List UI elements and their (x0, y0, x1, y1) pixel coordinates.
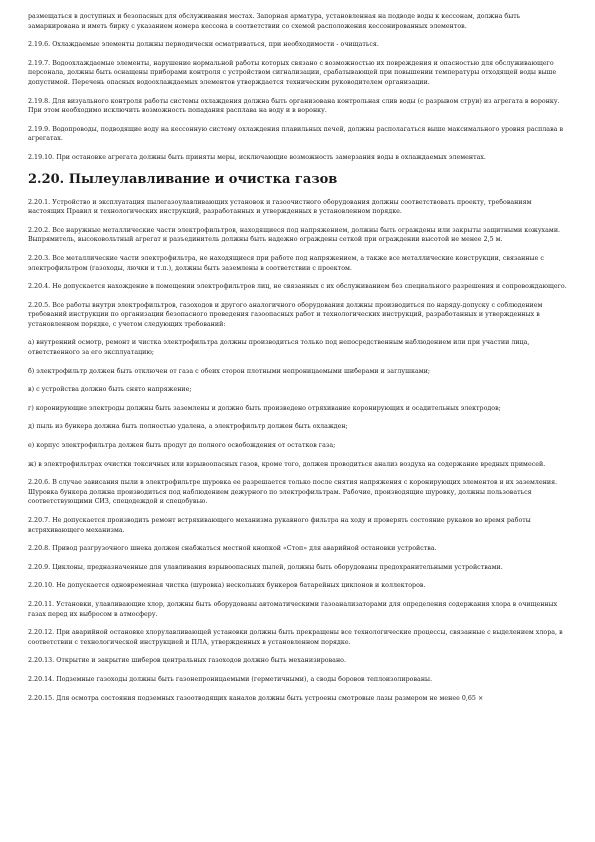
paragraph: 2.20.12. При аварийной остановке хлорулавливающей установки должны быть прекращены все технологические процессы, связанные с выделением хлора, в соответствии с технологической инструкцией и ПЛА, утвержденных в установленном порядке. (28, 629, 563, 646)
paragraph: 2.20.4. Не допускается нахождение в помещении электрофильтров лиц, не связанных с их обслуживанием без специального разрешения и сопровождающего. (28, 283, 567, 291)
list-item: в) с устройства должно быть снято напряжение; (28, 386, 192, 394)
paragraph: 2.20.5. Все работы внутри электрофильтров, газоходов и другого аналогичного оборудования должны производиться по наряду-допуску с соблюдением требований инструкции по организации безопасного проведения газоопасных работ и технологических инструкций, разработанных и утвержденных в установленном порядке, с учетом следующих требований: (28, 301, 543, 328)
paragraph: 2.20.6. В случае зависания пыли в электрофильтре шуровка ее разрешается только после снятия напряжения с коронирующих элементов и их заземления. Шуровка бункера должна производиться под наблюдением дежурного по электрофильтрам. Рабочие, производящие шуровку, должны пользоваться соответствующими СИЗ, спецодеждой и спецобувью. (28, 479, 558, 506)
section-heading: 2.20. Пылеулавливание и очистка газов (28, 171, 338, 187)
list-item: а) внутренний осмотр, ремонт и чистка электрофильтра должны производиться только под непосредственным наблюдением или при участии лица, ответственного за его эксплуатацию; (28, 339, 530, 357)
paragraph: 2.19.7. Водоохлаждаемые элементы, нарушение нормальной работы которых связано с возможностью их повреждения и опасностью для обслуживающего персонала, должны быть оснащены приборами контроля с устройством сигнализации, срабатывающей при повышении температуры отходящей воды выше допустимой. Перечень опасных водоохлаждаемых элементов утверждается техническим руководителем организации. (28, 59, 557, 86)
paragraph: 2.20.8. Привод разгрузочного шнека должен снабжаться местной кнопкой «Стоп» для аварийной остановки устройства. (28, 545, 437, 553)
list-item: д) пыль из бункера должна быть полностью удалена, а электрофильтр должен быть охлажден; (28, 423, 348, 431)
paragraph: 2.20.11. Установки, улавливающие хлор, должны быть оборудованы автоматическими газоанализаторами для определения содержания хлора в очищенных газах перед их выбросом в атмосферу. (28, 600, 558, 618)
list-item: е) корпус электрофильтра должен быть продут до полного освобождения от остатков газа; (28, 442, 336, 450)
paragraphs-top (28, 12, 567, 163)
paragraph: 2.20.7. Не допускается производить ремонт встряхивающего механизма рукавного фильтра на ходу и проверять состояние рукавов во время работы встряхивающего механизма. (28, 517, 531, 534)
paragraphs-bottom (28, 198, 567, 704)
paragraph: 2.20.13. Открытие и закрытие шиберов центральных газоходов должно быть механизировано. (28, 657, 346, 665)
paragraph: 2.20.14. Подземные газоходы должны быть газонепроницаемыми (герметичными), а своды боровов теплоизолированы. (28, 675, 433, 683)
paragraph: 2.20.10. Не допускается одновременная чистка (шуровка) нескольких бункеров батарейных циклонов и коллекторов. (28, 582, 426, 590)
paragraph: 2.20.9. Циклоны, предназначенные для улавливания взрывоопасных пылей, должны быть оборудованы предохранительными устройствами. (28, 563, 503, 571)
paragraph: 2.20.2. Все наружные металлические части электрофильтров, находящиеся под напряжением, должны быть ограждены или закрыты защитными кожухами. Выпрямитель, высоковольтный агрегат и разъединитель должны быть надежно ограждены сеткой при ограждении высотой не менее 2,5 м. (28, 226, 561, 244)
paragraph: 2.19.8. Для визуального контроля работы системы охлаждения должна быть организована контрольная слив воды (с разрывом струи) из агрегата в воронку. При этом необходимо исключить возможность попадания расплава на воду и в воронку. (28, 97, 560, 115)
paragraph: 2.20.3. Все металлические части электрофильтра, не находящиеся при работе под напряжением, а также все металлические конструкции, связанные с электрофильтром (газоходы, лючки и т.п.), должны быть заземлены в соответствии с проектом. (28, 254, 544, 272)
paragraph: 2.20.15. Для осмотра состояния подземных газоотводящих каналов должны быть устроены смотровые лазы размером не менее 0,65 × (28, 694, 484, 702)
paragraph: 2.19.10. При остановке агрегата должны быть приняты меры, исключающие возможность замерзания воды в охлаждаемых элементах. (28, 153, 486, 161)
paragraph: 2.19.9. Водопроводы, подводящие воду на кессонную систему охлаждения плавильных печей, должны располагаться выше максимального уровня расплава в агрегатах. (28, 125, 564, 143)
list-item: ж) в электрофильтрах очистки токсичных или взрывоопасных газов, кроме того, должен проводиться анализ воздуха на содержание вредных примесей. (28, 460, 546, 468)
list-item: б) электрофильтр должен быть отключен от газа с обеих сторон плотными непроницаемыми шиберами и заглушками; (28, 367, 431, 375)
list-item: г) коронирующие электроды должны быть заземлены и должно быть произведено отряхивание коронирующих и осадительных электродов; (28, 404, 501, 412)
paragraph: 2.20.1. Устройство и эксплуатация пылегазоулавливающих установок и газоочистного оборудования должны соответствовать проекту, требованиям настоящих Правил и технологических инструкций, разработанных и утвержденных в установленном порядке. (28, 198, 532, 216)
paragraph: размещаться в доступных и безопасных для обслуживания местах. Запорная арматура, установленная на подводе воды к кессонам, должна быть замаркирована и иметь бирку с указанием номера кессона в соответствии со схемой расположения кессонированных элементов. (28, 13, 521, 30)
paragraph: 2.19.6. Охлаждаемые элементы должны периодически осматриваться, при необходимости - очищаться. (28, 41, 379, 49)
